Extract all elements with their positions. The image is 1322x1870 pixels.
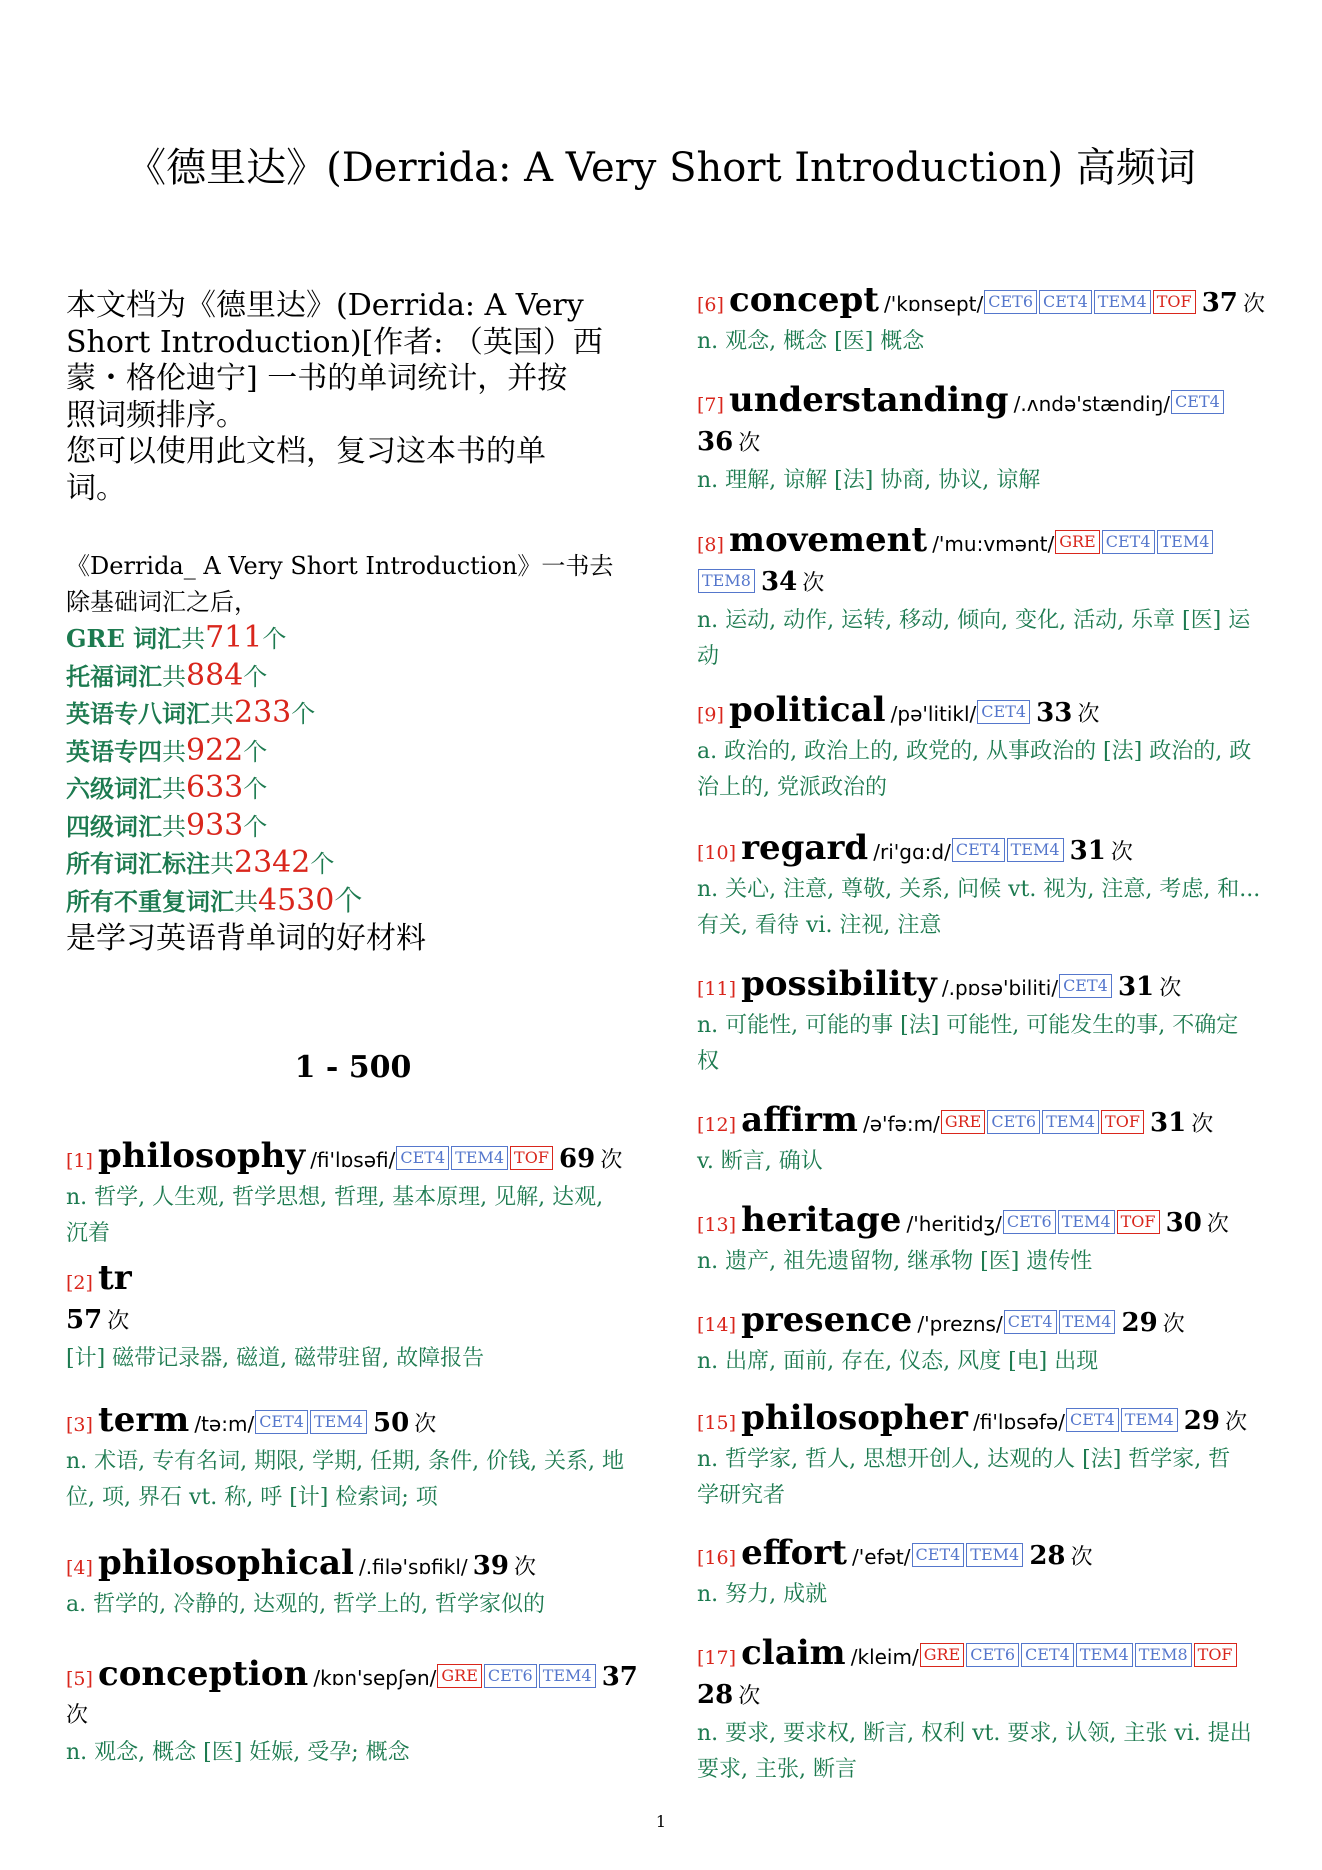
- stat-count: 711: [205, 620, 263, 655]
- entry-definition: n. 要求, 要求权, 断言, 权利 vt. 要求, 认领, 主张 vi. 提出: [697, 1721, 1252, 1746]
- entry-word: tr: [98, 1258, 132, 1298]
- stat-count: 633: [186, 770, 244, 805]
- entry-ci-label: 次: [738, 431, 761, 456]
- stat-label: 英语专八词汇: [66, 699, 210, 728]
- entry-phonetic: /fi'lɒsəfi/: [310, 1148, 396, 1172]
- entry-word: regard: [741, 828, 869, 868]
- entry-frequency: 50: [372, 1408, 410, 1438]
- entry-index: [4]: [66, 1557, 93, 1579]
- entry-ci-label: 次: [1206, 1212, 1229, 1237]
- entry-frequency: 37: [1201, 288, 1238, 318]
- entry-word: philosophical: [98, 1543, 354, 1583]
- entry-frequency: 29: [1121, 1308, 1158, 1338]
- stat-line: [66, 883, 640, 921]
- entry-definition: 权: [697, 1049, 720, 1074]
- stat-count: 4530: [258, 882, 335, 918]
- stat-unit: 个: [291, 700, 316, 728]
- stat-line: [66, 733, 640, 771]
- entry-definition: a. 政治的, 政治上的, 政党的, 从事政治的 [法] 政治的, 政: [697, 739, 1252, 764]
- entry-head: [66, 1138, 640, 1180]
- intro-paragraph: [66, 288, 640, 507]
- intro-line: 蒙・格伦迪宁] 一书的单词统计，并按: [66, 361, 568, 396]
- stat-unit: 个: [334, 883, 363, 917]
- entry-word: heritage: [741, 1200, 902, 1240]
- stat-count: 933: [186, 807, 244, 843]
- word-entry: [697, 966, 1265, 1080]
- stat-label: GRE 词汇: [66, 624, 182, 653]
- entry-index: [5]: [66, 1668, 93, 1690]
- intro-line: 照词频排序。: [66, 397, 246, 433]
- entry-word: conception: [98, 1654, 309, 1694]
- entry-word: claim: [741, 1633, 846, 1673]
- entry-ci-label: 次: [107, 1309, 130, 1334]
- entry-phonetic: /'kɒnsept/: [884, 292, 984, 316]
- stat-gong: 共: [162, 662, 186, 691]
- entry-tag: TEM4: [1121, 1408, 1178, 1432]
- entry-head: [697, 1535, 1265, 1577]
- stat-label: 英语专四: [66, 736, 162, 766]
- entry-word: political: [729, 690, 886, 730]
- entry-frequency: 37: [601, 1662, 638, 1692]
- entry-definition: n. 理解, 谅解 [法] 协商, 协议, 谅解: [697, 468, 1041, 493]
- word-entry: [66, 1138, 640, 1252]
- entry-tag: CET4: [1039, 290, 1092, 314]
- entry-tag: CET6: [984, 290, 1037, 314]
- entry-word: concept: [729, 280, 879, 320]
- entry-phonetic: /.ʌndə'stændiŋ/: [1013, 392, 1171, 416]
- entry-index: [11]: [697, 978, 737, 1000]
- entry-definition: n. 观念, 概念 [医] 妊娠, 受孕; 概念: [66, 1740, 410, 1765]
- entry-word: effort: [741, 1533, 847, 1573]
- entry-ci-label: 次: [1070, 1545, 1093, 1570]
- word-entry: [697, 830, 1265, 944]
- stat-unit: 个: [243, 737, 268, 766]
- intro-line: 您可以使用此文档，复习这本书的单: [66, 434, 546, 469]
- entry-head: [697, 692, 1265, 734]
- entry-head: [697, 830, 1265, 872]
- entry-definition: 动: [697, 644, 720, 669]
- entry-index: [8]: [697, 534, 724, 556]
- stat-line: [66, 658, 640, 696]
- entry-index: [17]: [697, 1647, 737, 1669]
- stat-unit: 个: [243, 662, 268, 691]
- word-entry: [697, 692, 1265, 806]
- stat-gong: 共: [181, 625, 206, 653]
- intro-line: 词。: [66, 470, 126, 506]
- entry-definition: n. 哲学家, 哲人, 思想开创人, 达观的人 [法] 哲学家, 哲: [697, 1447, 1231, 1472]
- entry-word: understanding: [729, 380, 1009, 420]
- entry-tag: TEM8: [698, 569, 755, 593]
- stat-count: 233: [234, 695, 292, 730]
- word-entry: [697, 1102, 1265, 1180]
- stat-unit: 个: [243, 812, 268, 841]
- word-entry: [697, 1400, 1265, 1514]
- entry-tag: GRE: [941, 1110, 986, 1134]
- entry-tag: CET4: [1059, 974, 1112, 998]
- entry-frequency: 36: [697, 427, 734, 457]
- stat-line: [66, 808, 640, 846]
- entry-head: [697, 1202, 1265, 1244]
- entry-definition: n. 关心, 注意, 尊敬, 关系, 问候 vt. 视为, 注意, 考虑, 和...: [697, 877, 1261, 902]
- stats-closing: 是学习英语背单词的好材料: [66, 921, 426, 956]
- stats-lead: 《Derrida_ A Very Short Introduction》一书去: [66, 552, 614, 580]
- word-entry: [66, 1656, 640, 1771]
- entry-tag: TEM4: [1007, 838, 1064, 862]
- entry-frequency: 34: [761, 567, 798, 597]
- entry-tag: GRE: [1055, 530, 1100, 554]
- entry-definition: n. 遗产, 祖先遗留物, 继承物 [医] 遗传性: [697, 1249, 1093, 1274]
- range-heading: 1 - 500: [294, 1050, 412, 1085]
- entry-definition: v. 断言, 确认: [697, 1149, 823, 1174]
- entry-definition: n. 出席, 面前, 存在, 仪态, 风度 [电] 出现: [697, 1349, 1099, 1374]
- word-entry: [697, 522, 1265, 675]
- entry-phonetic: /.pɒsə'biliti/: [941, 976, 1059, 1000]
- entry-frequency: 28: [1029, 1541, 1066, 1571]
- entry-phonetic: /kleim/: [850, 1645, 919, 1669]
- entry-definition: 沉着: [66, 1221, 111, 1246]
- entry-head: [697, 1400, 1265, 1442]
- stat-line: [66, 695, 640, 733]
- entry-ci-label: 次: [414, 1412, 437, 1437]
- entry-word: movement: [729, 520, 928, 560]
- entry-definition: a. 哲学的, 冷静的, 达观的, 哲学上的, 哲学家似的: [66, 1592, 546, 1617]
- entry-head: [697, 382, 1265, 463]
- stat-count: 884: [186, 657, 244, 693]
- entry-definition: 治上的, 党派政治的: [697, 775, 887, 800]
- entry-frequency: 31: [1069, 836, 1106, 866]
- stat-unit: 个: [310, 850, 335, 878]
- entry-phonetic: /pə'litikl/: [890, 702, 977, 726]
- entry-phonetic: /'efət/: [852, 1545, 911, 1569]
- word-entry: [697, 1302, 1265, 1380]
- entry-phonetic: /fi'lɒsəfə/: [973, 1410, 1065, 1434]
- stat-line: [66, 620, 640, 658]
- entry-tag: CET4: [1021, 1643, 1074, 1667]
- entry-definition: n. 哲学, 人生观, 哲学思想, 哲理, 基本原理, 见解, 达观,: [66, 1185, 604, 1210]
- entry-definition: [计] 磁带记录器, 磁道, 磁带驻留, 故障报告: [66, 1346, 485, 1371]
- entry-frequency: 31: [1150, 1108, 1187, 1138]
- stat-gong: 共: [234, 887, 258, 916]
- stat-line: [66, 770, 640, 808]
- entry-tag: TOF: [1101, 1110, 1144, 1134]
- entry-tag: TEM4: [966, 1543, 1023, 1567]
- entry-tag: TOF: [1153, 290, 1196, 314]
- entry-phonetic: /.filə'sɒfikl/: [359, 1555, 468, 1579]
- entry-ci-label: 次: [802, 571, 825, 596]
- page-number: 1: [655, 1812, 667, 1831]
- entry-definition: n. 可能性, 可能的事 [法] 可能性, 可能发生的事, 不确定: [697, 1013, 1239, 1038]
- page-title: 《德里达》(Derrida: A Very Short Introduction) 高频词: [126, 145, 1196, 191]
- entry-tag: TEM4: [310, 1410, 367, 1434]
- entry-ci-label: 次: [1110, 840, 1133, 865]
- entry-word: philosopher: [741, 1398, 968, 1438]
- entry-index: [1]: [66, 1150, 93, 1172]
- entry-phonetic: /ri'gɑ:d/: [873, 840, 951, 864]
- entry-definition: 有关, 看待 vi. 注视, 注意: [697, 913, 942, 938]
- entry-tag: CET4: [977, 700, 1030, 724]
- stat-label: 六级词汇: [66, 774, 162, 803]
- entry-ci-label: 次: [1191, 1112, 1214, 1137]
- entry-phonetic: /tə:m/: [194, 1412, 255, 1436]
- entry-frequency: 57: [66, 1305, 103, 1335]
- entry-definition: n. 运动, 动作, 运转, 移动, 倾向, 变化, 活动, 乐章 [医] 运: [697, 608, 1251, 633]
- stat-label: 四级词汇: [66, 811, 162, 841]
- entry-tag: CET4: [396, 1146, 449, 1170]
- entry-phonetic: /kɒn'sepʃən/: [313, 1666, 437, 1690]
- word-entry: [66, 1260, 640, 1377]
- stat-label: 托福词汇: [66, 661, 162, 691]
- entry-frequency: 29: [1183, 1406, 1220, 1436]
- entry-ci-label: 次: [738, 1684, 761, 1709]
- entry-index: [14]: [697, 1314, 737, 1336]
- entry-tag: TEM4: [1058, 1210, 1115, 1234]
- entry-head: [697, 282, 1265, 324]
- entry-frequency: 28: [697, 1680, 734, 1710]
- entry-tag: TEM4: [1076, 1643, 1133, 1667]
- stat-label: 所有不重复词汇: [66, 886, 234, 916]
- entry-definition: 要求, 主张, 断言: [697, 1757, 857, 1782]
- entry-head: [66, 1260, 640, 1341]
- stat-line: [66, 845, 640, 883]
- entry-tag: TOF: [510, 1146, 553, 1170]
- entry-tag: TOF: [1194, 1643, 1237, 1667]
- word-entry: [697, 1535, 1265, 1613]
- entry-definition: n. 努力, 成就: [697, 1582, 828, 1607]
- entry-definition: 学研究者: [697, 1483, 786, 1508]
- stat-count: 922: [186, 732, 244, 768]
- stat-lines: [66, 620, 640, 920]
- entry-head: [66, 1656, 640, 1735]
- stats-lead: 除基础词汇之后，: [66, 588, 258, 616]
- entry-tag: CET4: [1171, 390, 1224, 414]
- entry-index: [15]: [697, 1412, 737, 1434]
- entry-definition: n. 观念, 概念 [医] 概念: [697, 329, 925, 354]
- entry-tag: CET6: [1003, 1210, 1056, 1234]
- entry-ci-label: 次: [600, 1148, 623, 1173]
- entry-word: term: [98, 1400, 190, 1440]
- word-entry: [697, 1635, 1265, 1788]
- entry-ci-label: 次: [66, 1703, 89, 1728]
- entry-phonetic: /'mu:vmənt/: [932, 532, 1055, 556]
- entry-tag: TOF: [1117, 1210, 1160, 1234]
- entry-word: presence: [741, 1300, 913, 1340]
- entry-tag: TEM8: [1135, 1643, 1192, 1667]
- entry-index: [13]: [697, 1214, 737, 1236]
- entry-tag: TEM4: [539, 1664, 596, 1688]
- entry-index: [7]: [697, 394, 724, 416]
- entry-tag: CET4: [1004, 1310, 1057, 1334]
- stat-unit: 个: [243, 775, 268, 803]
- entry-phonetic: /'prezns/: [917, 1312, 1003, 1336]
- entry-word: affirm: [741, 1100, 858, 1140]
- stat-gong: 共: [162, 775, 186, 803]
- entry-word: philosophy: [98, 1136, 306, 1176]
- entry-tag: CET4: [255, 1410, 308, 1434]
- entry-tag: CET4: [1066, 1408, 1119, 1432]
- entry-head: [697, 1302, 1265, 1344]
- entry-index: [12]: [697, 1114, 737, 1136]
- entry-tag: CET6: [484, 1664, 537, 1688]
- entry-index: [16]: [697, 1547, 737, 1569]
- entry-frequency: 69: [559, 1144, 596, 1174]
- entry-index: [10]: [697, 842, 737, 864]
- entry-tag: TEM4: [1042, 1110, 1099, 1134]
- entry-tag: TEM4: [1059, 1310, 1116, 1334]
- word-entry: [697, 1202, 1265, 1280]
- entry-head: [697, 1102, 1265, 1144]
- intro-line: 本文档为《德里达》(Derrida: A Very: [66, 288, 584, 323]
- entry-phonetic: /ə'fə:m/: [862, 1112, 940, 1136]
- word-entry: [697, 382, 1265, 499]
- entry-frequency: 30: [1165, 1208, 1202, 1238]
- entry-ci-label: 次: [1077, 702, 1100, 727]
- entry-frequency: 31: [1117, 972, 1155, 1002]
- entry-tag: CET4: [1102, 530, 1155, 554]
- stat-gong: 共: [210, 850, 234, 878]
- entry-head: [697, 522, 1265, 603]
- entry-tag: CET6: [966, 1643, 1019, 1667]
- stat-gong: 共: [162, 812, 186, 841]
- stat-label: 所有词汇标注: [66, 849, 210, 878]
- entry-word: possibility: [741, 964, 937, 1004]
- entry-definition: n. 术语, 专有名词, 期限, 学期, 任期, 条件, 价钱, 关系, 地: [66, 1449, 625, 1474]
- stat-unit: 个: [262, 625, 287, 653]
- entry-head: [697, 966, 1265, 1008]
- entry-tag: GRE: [920, 1643, 965, 1667]
- entry-tag: CET4: [952, 838, 1005, 862]
- entry-tag: CET4: [912, 1543, 965, 1567]
- entry-tag: GRE: [437, 1664, 482, 1688]
- entry-definition: 位, 项, 界石 vt. 称, 呼 [计] 检索词; 项: [66, 1485, 438, 1510]
- word-entry: [697, 282, 1265, 360]
- entry-index: [2]: [66, 1272, 93, 1294]
- entry-head: [697, 1635, 1265, 1716]
- entry-tag: TEM4: [451, 1146, 508, 1170]
- stat-count: 2342: [234, 845, 311, 880]
- entry-frequency: 33: [1036, 698, 1073, 728]
- entry-head: [66, 1545, 640, 1587]
- entry-tag: TEM4: [1094, 290, 1151, 314]
- entry-ci-label: 次: [1242, 292, 1265, 317]
- entry-index: [3]: [66, 1414, 93, 1436]
- entry-index: [6]: [697, 294, 724, 316]
- entry-index: [9]: [697, 704, 724, 726]
- stat-gong: 共: [210, 700, 234, 728]
- entry-ci-label: 次: [1225, 1410, 1248, 1435]
- entry-ci-label: 次: [1159, 976, 1182, 1001]
- vocabulary-stats: [66, 548, 640, 958]
- entry-frequency: 39: [472, 1551, 509, 1581]
- entry-ci-label: 次: [514, 1555, 537, 1580]
- word-entry: [66, 1545, 640, 1623]
- stat-gong: 共: [162, 737, 186, 766]
- entry-ci-label: 次: [1162, 1312, 1185, 1337]
- entry-phonetic: /'heritidʒ/: [906, 1212, 1002, 1236]
- entry-head: [66, 1402, 640, 1444]
- intro-line: Short Introduction)[作者: （英国）西: [66, 324, 603, 360]
- entry-tag: TEM4: [1157, 530, 1214, 554]
- entry-tag: CET6: [987, 1110, 1040, 1134]
- word-entry: [66, 1402, 640, 1516]
